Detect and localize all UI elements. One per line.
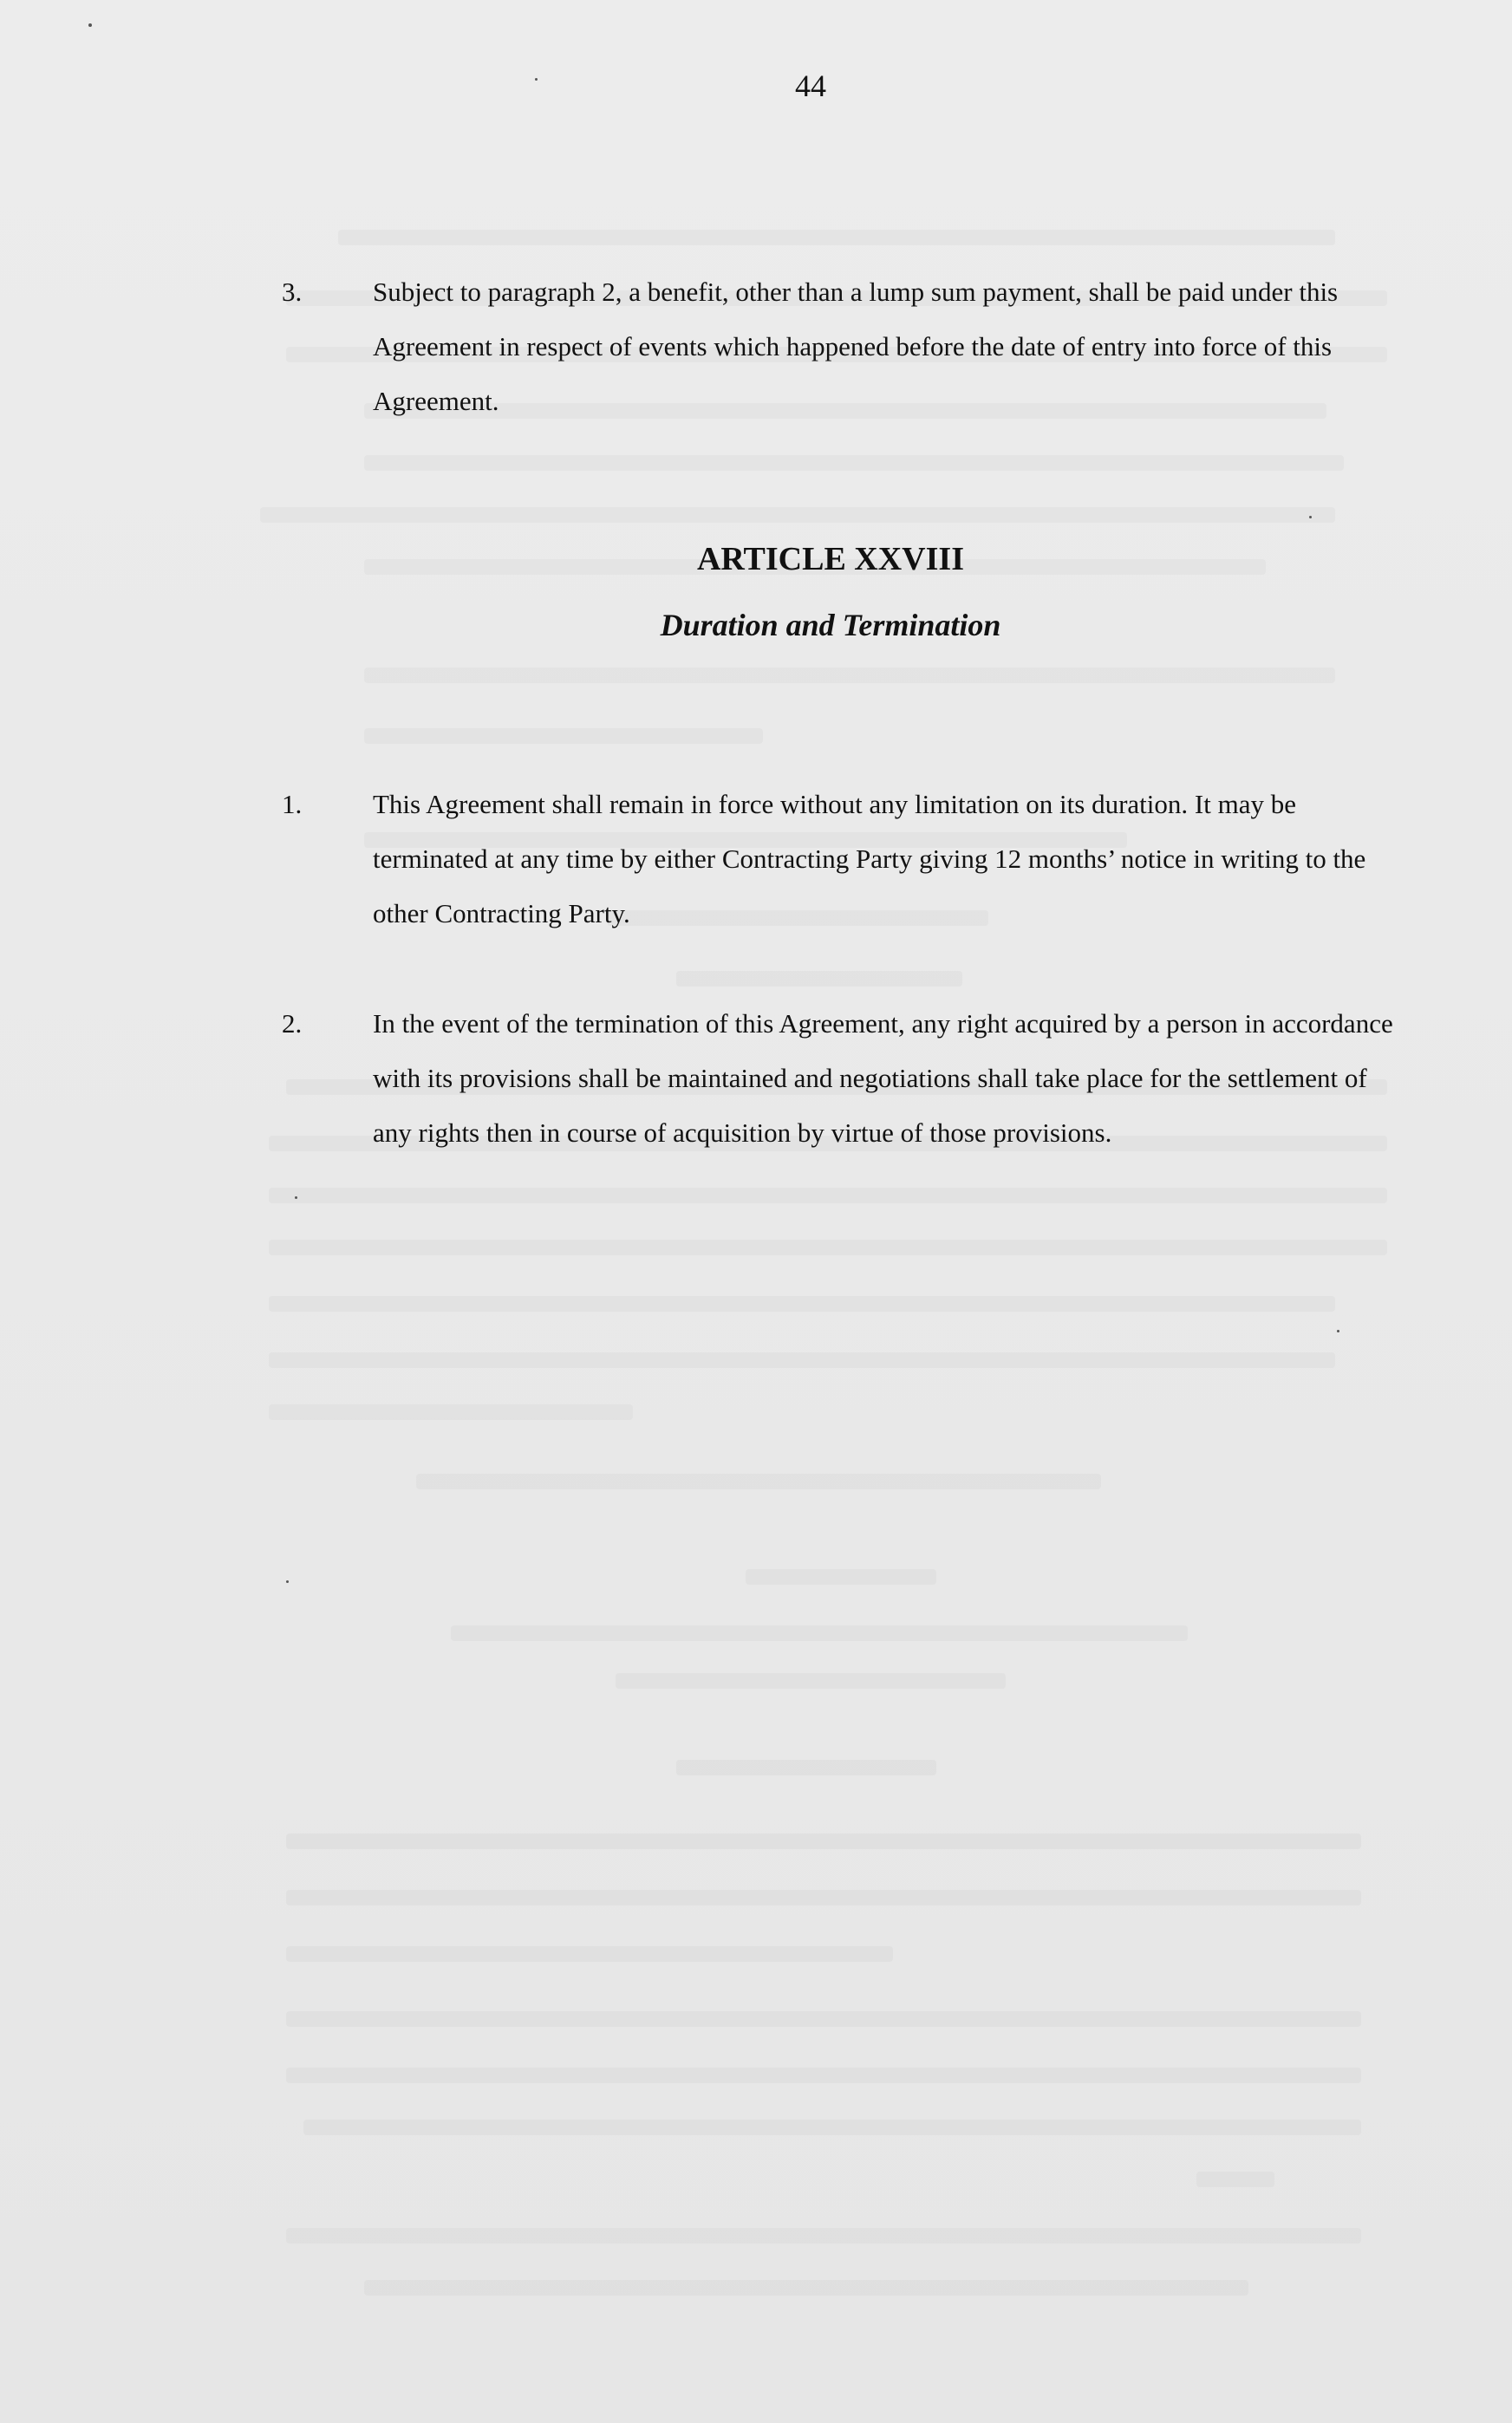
- article-subtitle: Duration and Termination: [660, 608, 1001, 642]
- article-paragraph-2: [282, 996, 1409, 1160]
- paragraph-text: In the event of the termination of this Agreement, any right acquired by a person in accordance with its provisions shall be maintained and negotiations shall take place for the settlement of any rights then in course of acquisition by virtue of those provisions.: [373, 1008, 1393, 1148]
- paper-speck: [295, 1196, 297, 1199]
- paragraph-number: 1.: [282, 789, 303, 819]
- article-paragraph-1: [282, 777, 1409, 941]
- paragraph-number: 3.: [282, 277, 303, 307]
- page-number: 44: [795, 68, 826, 103]
- paragraph-3: [282, 264, 1409, 428]
- paragraph-text: This Agreement shall remain in force without any limitation on its duration. It may be terminated at any time by either Contracting Party giving 12 months’ notice in writing to the other Contracting Party.: [373, 789, 1366, 928]
- paper-speck: [1337, 1330, 1339, 1332]
- paragraph-text: Subject to paragraph 2, a benefit, other than a lump sum payment, shall be paid under this Agreement in respect of events which happened before the date of entry into force of this Agreement.: [373, 277, 1339, 416]
- paper-speck: [88, 23, 92, 27]
- paper-speck: [1309, 516, 1312, 518]
- article-heading: ARTICLE XXVIII: [696, 541, 964, 577]
- paragraph-number: 2.: [282, 1008, 303, 1039]
- paper-speck: [286, 1580, 289, 1583]
